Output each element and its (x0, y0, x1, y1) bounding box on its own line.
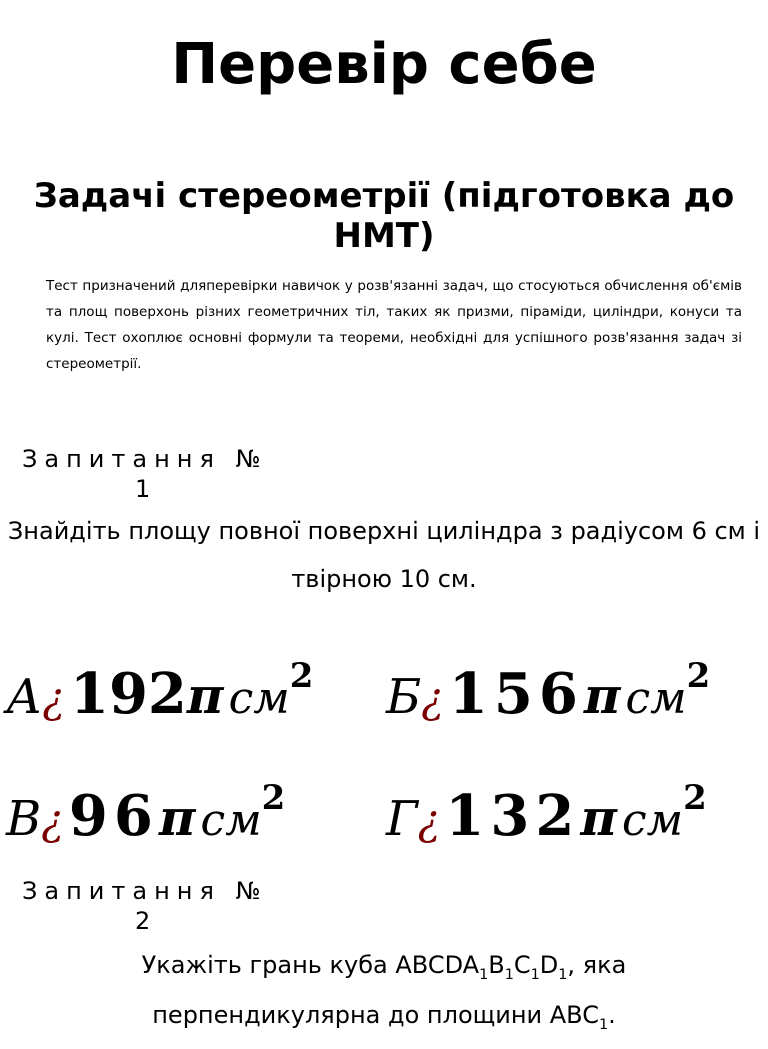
question-1-answers-row-1 (6, 654, 768, 734)
quiz-subtitle: Задачі стереометрії (підготовка до НМТ) (33, 176, 735, 256)
answer-separator: ¿ (41, 796, 64, 845)
answer-letter: В (6, 791, 42, 847)
answer-unit: см (625, 673, 687, 724)
page-title: Перевір себе (171, 32, 597, 97)
answer-option-g[interactable] (386, 776, 707, 870)
answer-option-b[interactable] (386, 654, 710, 748)
pi-symbol: π (158, 788, 196, 847)
answer-value: 132 (445, 783, 581, 849)
vertex-label: D (539, 951, 559, 979)
answer-unit: см (200, 795, 262, 846)
answer-value: 192 (69, 661, 187, 727)
pi-symbol: π (580, 788, 617, 847)
answer-separator: ¿ (417, 796, 441, 845)
answer-letter: А (6, 669, 43, 725)
question-1-label: Запитання № (22, 445, 268, 473)
question-2-number: 2 (135, 907, 151, 935)
subscript: 1 (479, 966, 489, 983)
question-2-text-start: Укажіть грань куба ABCDA (141, 951, 480, 979)
question-1-number: 1 (135, 475, 151, 503)
question-2-text-line-2 (0, 991, 768, 1049)
answer-power: 2 (686, 656, 711, 696)
question-1-text: Знайдіть площу повної поверхні циліндра з радіусом 6 см і твірною 10 см. (7, 517, 761, 593)
answer-separator: ¿ (42, 674, 65, 723)
question-2-line-2-end: . (608, 1001, 616, 1029)
vertex-label: B (488, 951, 505, 979)
question-2-label: Запитання № (22, 877, 268, 905)
answer-letter: Б (386, 669, 422, 725)
pi-symbol: π (186, 666, 224, 725)
answer-power: 2 (289, 656, 314, 696)
answer-value: 96 (68, 783, 159, 849)
answer-separator: ¿ (421, 674, 444, 723)
quiz-description: Тест призначений дляперевірки навичок у розв'язанні задач, що стосуються обчислення об'ємів та площ поверхонь різних геометричних тіл, таких як призми, піраміди, циліндри, конуси та кулі. Тест охоплює основні формули та теореми, необхідні для успішного розв'язання задач зі стереометрії. (46, 278, 742, 372)
answer-power: 2 (683, 778, 707, 818)
answer-option-a[interactable] (6, 654, 313, 748)
answer-value: 156 (448, 661, 584, 727)
vertex-label: C (513, 951, 531, 979)
answer-letter: Г (386, 791, 418, 847)
question-1-answers-row-2 (6, 776, 768, 856)
answer-unit: см (228, 673, 290, 724)
subscript: 1 (504, 966, 514, 983)
pi-symbol: π (583, 666, 621, 725)
question-2-line-2-text: перпендикулярна до площини ABC (152, 1001, 599, 1029)
question-2-text-end: , яка (567, 951, 627, 979)
answer-power: 2 (261, 778, 286, 818)
answer-unit: см (622, 795, 684, 846)
answer-option-v[interactable] (6, 776, 285, 870)
subscript: 1 (530, 966, 540, 983)
subscript: 1 (558, 966, 568, 983)
subscript: 1 (598, 1016, 609, 1033)
